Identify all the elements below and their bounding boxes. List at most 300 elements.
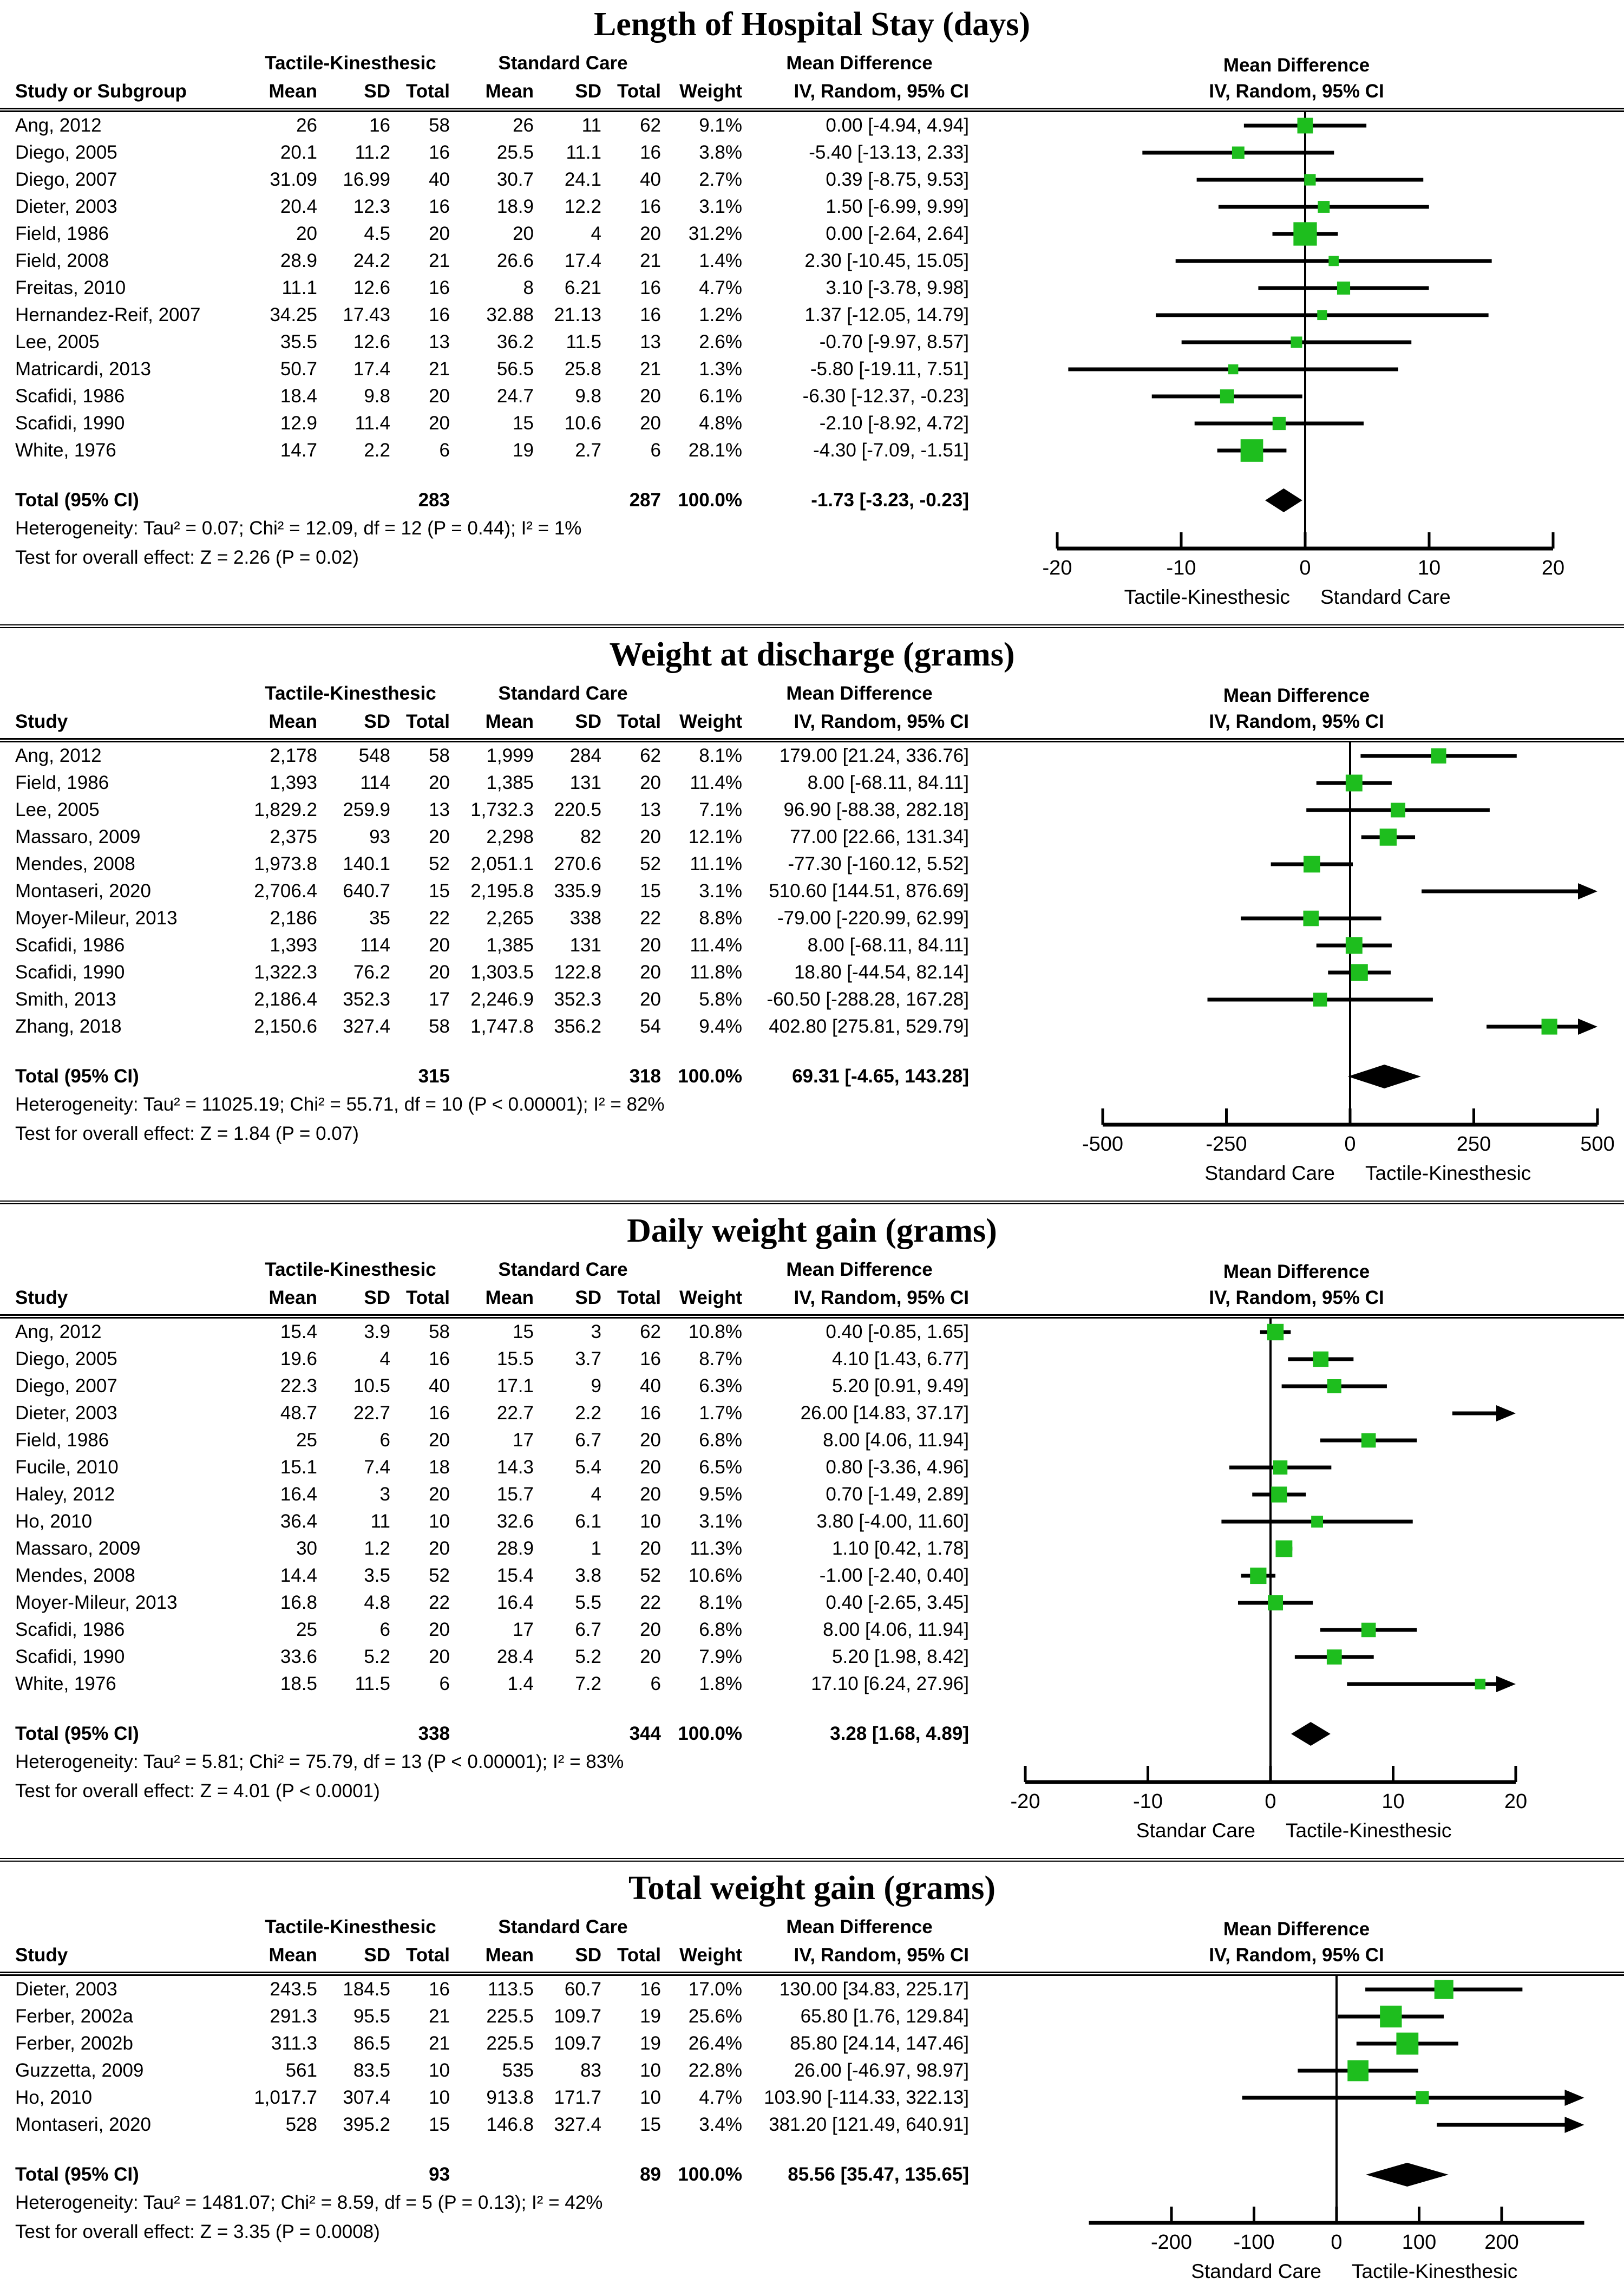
mean1-cell: 12.9 bbox=[280, 413, 317, 434]
sd2-cell: 21.13 bbox=[554, 304, 601, 325]
ci-cell: 130.00 [34.83, 225.17] bbox=[779, 1979, 969, 2000]
study-cell: Scafidi, 1986 bbox=[15, 1619, 125, 1640]
mean1-cell: 18.4 bbox=[280, 386, 317, 407]
total2-cell: 13 bbox=[640, 331, 661, 353]
table-row bbox=[15, 742, 969, 769]
mean2-cell: 15 bbox=[513, 1321, 534, 1342]
total2-cell: 54 bbox=[640, 1016, 661, 1037]
total2-cell: 16 bbox=[640, 196, 661, 217]
effect-square bbox=[1271, 1486, 1287, 1502]
effect-square bbox=[1327, 1649, 1342, 1665]
table-row bbox=[15, 986, 969, 1013]
mean1-cell: 25 bbox=[296, 1430, 317, 1451]
ci-cell: 179.00 [21.24, 336.76] bbox=[779, 745, 969, 766]
weight-cell: 22.8% bbox=[688, 2060, 742, 2081]
sd2-cell: 270.6 bbox=[554, 853, 601, 875]
total1-cell: 21 bbox=[429, 250, 450, 271]
study-cell: Lee, 2005 bbox=[15, 331, 100, 353]
total2-column-header: Total bbox=[617, 81, 661, 102]
sd1-cell: 12.6 bbox=[353, 277, 390, 298]
effect-square bbox=[1267, 1324, 1284, 1340]
sd2-column-header: SD bbox=[575, 81, 601, 102]
group2-header: Standard Care bbox=[498, 683, 628, 704]
header-spacer bbox=[669, 1256, 750, 1284]
study-cell: Haley, 2012 bbox=[15, 1484, 115, 1505]
mean2-cell: 15.7 bbox=[496, 1484, 534, 1505]
table-row bbox=[15, 356, 969, 383]
group1-header: Tactile-Kinesthesic bbox=[265, 53, 436, 74]
weight-cell: 28.1% bbox=[688, 440, 742, 461]
total2-cell: 20 bbox=[640, 989, 661, 1010]
ci-cell: 0.70 [-1.49, 2.89] bbox=[826, 1484, 969, 1505]
ci-cell: 65.80 [1.76, 129.84] bbox=[800, 2006, 969, 2027]
sd1-cell: 184.5 bbox=[343, 1979, 390, 2000]
ci-cell: -4.30 [-7.09, -1.51] bbox=[813, 440, 969, 461]
tick-label: -200 bbox=[1150, 2231, 1193, 2254]
ci-cell: 0.80 [-3.36, 4.96] bbox=[826, 1457, 969, 1478]
mean1-cell: 28.9 bbox=[280, 250, 317, 271]
table-gap bbox=[15, 1698, 969, 1720]
total-ci: 69.31 [-4.65, 143.28] bbox=[792, 1066, 969, 1087]
ci-cell: 0.00 [-2.64, 2.64] bbox=[826, 223, 969, 244]
total-weight: 100.0% bbox=[678, 490, 742, 511]
favours-left-label: Standard Care bbox=[1204, 1162, 1335, 1184]
effect-square bbox=[1475, 1679, 1486, 1689]
mean1-cell: 2,706.4 bbox=[254, 880, 317, 902]
weight-column-header: Weight bbox=[679, 81, 742, 102]
study-cell: Field, 1986 bbox=[15, 1430, 109, 1451]
effect-square bbox=[1327, 1379, 1341, 1393]
total1-cell: 22 bbox=[429, 908, 450, 929]
table-row bbox=[15, 302, 969, 329]
total2-cell: 20 bbox=[640, 772, 661, 793]
total1-cell: 15 bbox=[429, 2114, 450, 2135]
table-gap bbox=[15, 2138, 969, 2161]
weight-cell: 11.8% bbox=[690, 962, 742, 983]
study-cell: Diego, 2007 bbox=[15, 169, 117, 190]
mean2-cell: 32.88 bbox=[486, 304, 534, 325]
sd2-cell: 11 bbox=[581, 115, 601, 136]
weight-cell: 2.7% bbox=[699, 169, 742, 190]
mean1-cell: 26 bbox=[296, 115, 317, 136]
mean1-cell: 48.7 bbox=[280, 1402, 317, 1424]
sd2-cell: 3.8 bbox=[575, 1565, 601, 1586]
table-row bbox=[15, 1671, 969, 1698]
plot-md-header: Mean Difference bbox=[1223, 55, 1370, 76]
sd2-cell: 6.21 bbox=[564, 277, 601, 298]
mean2-cell: 15.4 bbox=[496, 1565, 534, 1586]
weight-cell: 8.1% bbox=[699, 745, 742, 766]
sd1-cell: 114 bbox=[360, 935, 390, 956]
tick-label: -10 bbox=[1133, 1790, 1163, 1813]
weight-cell: 11.4% bbox=[690, 935, 742, 956]
sd2-column-header: SD bbox=[575, 711, 601, 732]
mean2-cell: 17.1 bbox=[496, 1375, 534, 1397]
ci-cell: 1.50 [-6.99, 9.99] bbox=[826, 196, 969, 217]
total2-cell: 20 bbox=[640, 1538, 661, 1559]
ci-cell: -60.50 [-288.28, 167.28] bbox=[767, 989, 969, 1010]
weight-cell: 3.4% bbox=[699, 2114, 742, 2135]
group1-header: Tactile-Kinesthesic bbox=[265, 1259, 436, 1280]
total2-column-header: Total bbox=[617, 1287, 661, 1308]
ci-column-header: IV, Random, 95% CI bbox=[794, 711, 969, 732]
table-row bbox=[15, 1454, 969, 1481]
total1-cell: 20 bbox=[429, 935, 450, 956]
total1-cell: 58 bbox=[429, 745, 450, 766]
sd2-cell: 82 bbox=[580, 826, 601, 847]
study-column-header: Study bbox=[15, 1287, 68, 1308]
effect-square bbox=[1361, 1623, 1376, 1637]
weight-cell: 1.3% bbox=[699, 358, 742, 380]
study-cell: Ferber, 2002a bbox=[15, 2006, 133, 2027]
mean1-cell: 291.3 bbox=[270, 2006, 317, 2027]
sd1-cell: 12.6 bbox=[353, 331, 390, 353]
arrow-right-icon bbox=[1496, 1676, 1516, 1692]
sd2-cell: 4 bbox=[591, 1484, 601, 1505]
mean1-cell: 34.25 bbox=[270, 304, 317, 325]
study-table bbox=[0, 1319, 969, 1806]
weight-cell: 11.1% bbox=[690, 853, 742, 875]
plot-header bbox=[969, 1913, 1624, 1969]
forest-panel bbox=[0, 1858, 1624, 2290]
total1-cell: 6 bbox=[439, 440, 450, 461]
total2-cell: 16 bbox=[640, 304, 661, 325]
effect-square bbox=[1328, 256, 1339, 266]
weight-cell: 26.4% bbox=[688, 2033, 742, 2054]
tick-label: 0 bbox=[1344, 1133, 1356, 1156]
effect-square bbox=[1273, 1460, 1287, 1475]
favours-right-label: Tactile-Kinesthesic bbox=[1286, 1819, 1452, 1842]
favours-right-label: Tactile-Kinesthesic bbox=[1352, 2260, 1518, 2282]
effect-square bbox=[1273, 417, 1286, 430]
study-cell: Diego, 2005 bbox=[15, 1348, 117, 1369]
total-diamond bbox=[1366, 2163, 1449, 2187]
mean1-cell: 20.4 bbox=[280, 196, 317, 217]
total1-cell: 58 bbox=[429, 1016, 450, 1037]
effect-square bbox=[1361, 1433, 1376, 1448]
total2-cell: 20 bbox=[640, 826, 661, 847]
table-row bbox=[15, 1562, 969, 1589]
mean1-cell: 36.4 bbox=[280, 1511, 317, 1532]
plot-md-header: Mean Difference bbox=[1223, 685, 1370, 706]
study-cell: Scafidi, 1990 bbox=[15, 1646, 125, 1667]
study-cell: Moyer-Mileur, 2013 bbox=[15, 908, 178, 929]
sd2-cell: 7.2 bbox=[575, 1673, 601, 1694]
sd2-cell: 220.5 bbox=[554, 799, 601, 820]
mean1-cell: 19.6 bbox=[280, 1348, 317, 1369]
arrow-right-icon bbox=[1578, 1019, 1597, 1035]
total-label: Total (95% CI) bbox=[15, 1723, 139, 1744]
mean1-cell: 18.5 bbox=[280, 1673, 317, 1694]
mean1-cell: 1,017.7 bbox=[254, 2087, 317, 2108]
weight-column-header: Weight bbox=[679, 711, 742, 732]
weight-cell: 11.3% bbox=[690, 1538, 742, 1559]
sd1-cell: 259.9 bbox=[343, 799, 390, 820]
mean1-cell: 20.1 bbox=[280, 142, 317, 163]
total1-cell: 10 bbox=[429, 1511, 450, 1532]
total1-cell: 10 bbox=[429, 2060, 450, 2081]
total2-column-header: Total bbox=[617, 711, 661, 732]
study-cell: Scafidi, 1986 bbox=[15, 386, 125, 407]
table-row bbox=[15, 1346, 969, 1373]
study-cell: Hernandez-Reif, 2007 bbox=[15, 304, 201, 325]
study-cell: Mendes, 2008 bbox=[15, 1565, 135, 1586]
mean1-cell: 2,178 bbox=[270, 745, 317, 766]
table-row bbox=[15, 851, 969, 878]
group2-header: Standard Care bbox=[498, 1916, 628, 1937]
total1-cell: 13 bbox=[429, 331, 450, 353]
total1-cell: 20 bbox=[429, 962, 450, 983]
mean1-cell: 35.5 bbox=[280, 331, 317, 353]
mean2-cell: 1,999 bbox=[486, 745, 534, 766]
table-row bbox=[15, 824, 969, 851]
overall-effect-line: Test for overall effect: Z = 3.35 (P = 0.0008) bbox=[15, 2221, 380, 2242]
effect-square bbox=[1380, 2006, 1402, 2027]
sd2-cell: 83 bbox=[580, 2060, 601, 2081]
forest-plot bbox=[969, 1976, 1624, 2290]
total-ci: -1.73 [-3.23, -0.23] bbox=[811, 490, 969, 511]
total-label: Total (95% CI) bbox=[15, 490, 139, 511]
sd2-cell: 131 bbox=[569, 935, 601, 956]
mean2-cell: 26 bbox=[513, 115, 534, 136]
ci-cell: 402.80 [275.81, 529.79] bbox=[769, 1016, 969, 1037]
sd2-cell: 338 bbox=[569, 908, 601, 929]
effect-square bbox=[1396, 2033, 1418, 2055]
effect-square bbox=[1291, 336, 1302, 348]
mean-difference-header: Mean Difference bbox=[786, 53, 933, 74]
heterogeneity-line: Heterogeneity: Tau² = 11025.19; Chi² = 55.71, df = 10 (P < 0.00001); I² = 82% bbox=[15, 1094, 665, 1115]
sd1-cell: 6 bbox=[379, 1619, 390, 1640]
total-label: Total (95% CI) bbox=[15, 1066, 139, 1087]
sd2-cell: 335.9 bbox=[554, 880, 601, 902]
mean1-cell: 2,186.4 bbox=[254, 989, 317, 1010]
total1-cell: 58 bbox=[429, 1321, 450, 1342]
effect-square bbox=[1318, 201, 1330, 213]
effect-square bbox=[1346, 937, 1363, 954]
total1-cell: 16 bbox=[429, 142, 450, 163]
weight-cell: 1.7% bbox=[699, 1402, 742, 1424]
sd2-cell: 3 bbox=[591, 1321, 601, 1342]
sd1-cell: 11.4 bbox=[355, 413, 390, 434]
effect-square bbox=[1232, 147, 1245, 159]
study-cell: Mendes, 2008 bbox=[15, 853, 135, 875]
mean1-cell: 2,375 bbox=[270, 826, 317, 847]
sd2-cell: 1 bbox=[591, 1538, 601, 1559]
total-n1: 93 bbox=[429, 2164, 450, 2185]
study-column-header: Study bbox=[15, 1945, 68, 1966]
effect-square bbox=[1391, 803, 1405, 818]
mean2-cell: 56.5 bbox=[496, 358, 534, 380]
table-row bbox=[15, 2111, 969, 2138]
group2-header: Standard Care bbox=[498, 53, 628, 74]
mean1-cell: 16.4 bbox=[280, 1484, 317, 1505]
weight-column-header: Weight bbox=[679, 1945, 742, 1966]
mean1-column-header: Mean bbox=[269, 1945, 317, 1966]
total2-cell: 19 bbox=[640, 2006, 661, 2027]
weight-cell: 12.1% bbox=[688, 826, 742, 847]
table-row bbox=[15, 139, 969, 166]
total-weight: 100.0% bbox=[678, 1066, 742, 1087]
sd2-cell: 2.2 bbox=[575, 1402, 601, 1424]
study-table bbox=[0, 742, 969, 1149]
header-spacer bbox=[15, 49, 244, 77]
total-n1: 315 bbox=[418, 1066, 450, 1087]
table-row bbox=[15, 383, 969, 410]
weight-cell: 25.6% bbox=[688, 2006, 742, 2027]
total-weight: 100.0% bbox=[678, 2164, 742, 2185]
table-gap bbox=[15, 1040, 969, 1063]
weight-cell: 4.8% bbox=[699, 413, 742, 434]
total-n1: 283 bbox=[418, 490, 450, 511]
sd1-cell: 352.3 bbox=[343, 989, 390, 1010]
sd1-cell: 4.5 bbox=[364, 223, 390, 244]
table-row bbox=[15, 1589, 969, 1616]
total2-cell: 10 bbox=[640, 2060, 661, 2081]
sd2-cell: 10.6 bbox=[564, 413, 601, 434]
sd1-cell: 5.2 bbox=[364, 1646, 390, 1667]
total-diamond bbox=[1348, 1065, 1421, 1088]
heterogeneity-line: Heterogeneity: Tau² = 1481.07; Chi² = 8.59, df = 5 (P = 0.13); I² = 42% bbox=[15, 2192, 603, 2213]
study-cell: Ang, 2012 bbox=[15, 1321, 102, 1342]
effect-square bbox=[1313, 1352, 1329, 1367]
table-row bbox=[15, 193, 969, 220]
table-row bbox=[15, 1400, 969, 1427]
mean1-column-header: Mean bbox=[269, 1287, 317, 1308]
mean1-cell: 22.3 bbox=[280, 1375, 317, 1397]
tick-label: -10 bbox=[1166, 557, 1196, 579]
ci-cell: 0.39 [-8.75, 9.53] bbox=[826, 169, 969, 190]
total-row bbox=[15, 1063, 969, 1090]
sd1-cell: 395.2 bbox=[343, 2114, 390, 2135]
study-cell: White, 1976 bbox=[15, 440, 116, 461]
sd2-cell: 6.7 bbox=[575, 1430, 601, 1451]
effect-square bbox=[1304, 174, 1315, 185]
ci-cell: 3.10 [-3.78, 9.98] bbox=[826, 277, 969, 298]
tick-label: -250 bbox=[1206, 1133, 1247, 1156]
study-cell: Guzzetta, 2009 bbox=[15, 2060, 144, 2081]
mean1-cell: 20 bbox=[296, 223, 317, 244]
weight-cell: 6.8% bbox=[699, 1619, 742, 1640]
study-cell: Scafidi, 1990 bbox=[15, 413, 125, 434]
mean2-cell: 26.6 bbox=[496, 250, 534, 271]
study-cell: Moyer-Mileur, 2013 bbox=[15, 1592, 178, 1613]
sd2-cell: 9 bbox=[591, 1375, 601, 1397]
study-cell: Dieter, 2003 bbox=[15, 1979, 117, 2000]
sd2-cell: 24.1 bbox=[564, 169, 601, 190]
study-table bbox=[0, 112, 969, 572]
table-row bbox=[15, 769, 969, 797]
sd2-cell: 356.2 bbox=[554, 1016, 601, 1037]
ci-cell: 1.37 [-12.05, 14.79] bbox=[804, 304, 969, 325]
study-cell: Ferber, 2002b bbox=[15, 2033, 133, 2054]
ci-cell: 26.00 [-46.97, 98.97] bbox=[794, 2060, 969, 2081]
study-cell: Freitas, 2010 bbox=[15, 277, 126, 298]
total1-cell: 13 bbox=[429, 799, 450, 820]
mean1-cell: 528 bbox=[285, 2114, 317, 2135]
total1-cell: 20 bbox=[429, 826, 450, 847]
total-diamond bbox=[1291, 1722, 1331, 1746]
tick-label: 20 bbox=[1504, 1790, 1528, 1813]
study-cell: Massaro, 2009 bbox=[15, 826, 141, 847]
mean-difference-header: Mean Difference bbox=[786, 1916, 933, 1937]
total-weight: 100.0% bbox=[678, 1723, 742, 1744]
ci-cell: 2.30 [-10.45, 15.05] bbox=[804, 250, 969, 271]
total1-column-header: Total bbox=[405, 1287, 450, 1308]
mean2-cell: 1,732.3 bbox=[470, 799, 534, 820]
column-header bbox=[0, 49, 1624, 112]
sd2-cell: 6.1 bbox=[575, 1511, 601, 1532]
total-ci: 85.56 [35.47, 135.65] bbox=[788, 2164, 969, 2185]
tick-label: 10 bbox=[1381, 1790, 1405, 1813]
total2-cell: 6 bbox=[650, 440, 661, 461]
weight-cell: 3.1% bbox=[699, 880, 742, 902]
mean2-column-header: Mean bbox=[485, 1287, 534, 1308]
total2-cell: 16 bbox=[640, 142, 661, 163]
table-row bbox=[15, 275, 969, 302]
mean2-cell: 225.5 bbox=[486, 2033, 534, 2054]
mean2-cell: 1.4 bbox=[507, 1673, 534, 1694]
effect-square bbox=[1313, 993, 1327, 1006]
sd1-column-header: SD bbox=[364, 81, 390, 102]
mean-difference-header: Mean Difference bbox=[786, 683, 933, 704]
sd2-cell: 352.3 bbox=[554, 989, 601, 1010]
study-cell: Scafidi, 1990 bbox=[15, 962, 125, 983]
total2-cell: 20 bbox=[640, 386, 661, 407]
total2-cell: 15 bbox=[640, 880, 661, 902]
mean1-column-header: Mean bbox=[269, 711, 317, 732]
sd1-cell: 114 bbox=[360, 772, 390, 793]
arrow-right-icon bbox=[1565, 2090, 1584, 2106]
arrow-right-icon bbox=[1496, 1405, 1516, 1421]
total1-cell: 20 bbox=[429, 1484, 450, 1505]
effect-square bbox=[1542, 1019, 1557, 1034]
tick-label: 10 bbox=[1417, 557, 1441, 579]
weight-cell: 2.6% bbox=[699, 331, 742, 353]
total1-cell: 16 bbox=[429, 304, 450, 325]
total2-cell: 6 bbox=[650, 1673, 661, 1694]
table-row bbox=[15, 2057, 969, 2084]
sd2-cell: 60.7 bbox=[564, 1979, 601, 2000]
total2-cell: 40 bbox=[640, 169, 661, 190]
effect-square bbox=[1435, 1980, 1453, 1999]
tick-label: -100 bbox=[1233, 2231, 1275, 2254]
forest-plot bbox=[969, 112, 1624, 616]
mean1-cell: 1,829.2 bbox=[254, 799, 317, 820]
mean1-cell: 33.6 bbox=[280, 1646, 317, 1667]
sd2-cell: 5.4 bbox=[575, 1457, 601, 1478]
total1-cell: 20 bbox=[429, 1538, 450, 1559]
tick-label: -20 bbox=[1042, 557, 1072, 579]
total2-cell: 19 bbox=[640, 2033, 661, 2054]
panel-title: Weight at discharge (grams) bbox=[609, 636, 1015, 673]
table-row bbox=[15, 905, 969, 932]
study-cell: Fucile, 2010 bbox=[15, 1457, 119, 1478]
weight-cell: 8.7% bbox=[699, 1348, 742, 1369]
mean2-cell: 1,303.5 bbox=[470, 962, 534, 983]
panel-title: Daily weight gain (grams) bbox=[627, 1212, 997, 1249]
favours-right-label: Standard Care bbox=[1320, 586, 1451, 608]
effect-square bbox=[1241, 439, 1263, 462]
study-table bbox=[0, 1976, 969, 2247]
total1-cell: 21 bbox=[429, 358, 450, 380]
ci-cell: -1.00 [-2.40, 0.40] bbox=[819, 1565, 969, 1586]
table-row bbox=[15, 410, 969, 437]
table-row bbox=[15, 797, 969, 824]
ci-cell: 8.00 [-68.11, 84.11] bbox=[807, 935, 969, 956]
sd2-cell: 284 bbox=[569, 745, 601, 766]
tick-label: 0 bbox=[1265, 1790, 1276, 1813]
table-row bbox=[15, 1616, 969, 1643]
